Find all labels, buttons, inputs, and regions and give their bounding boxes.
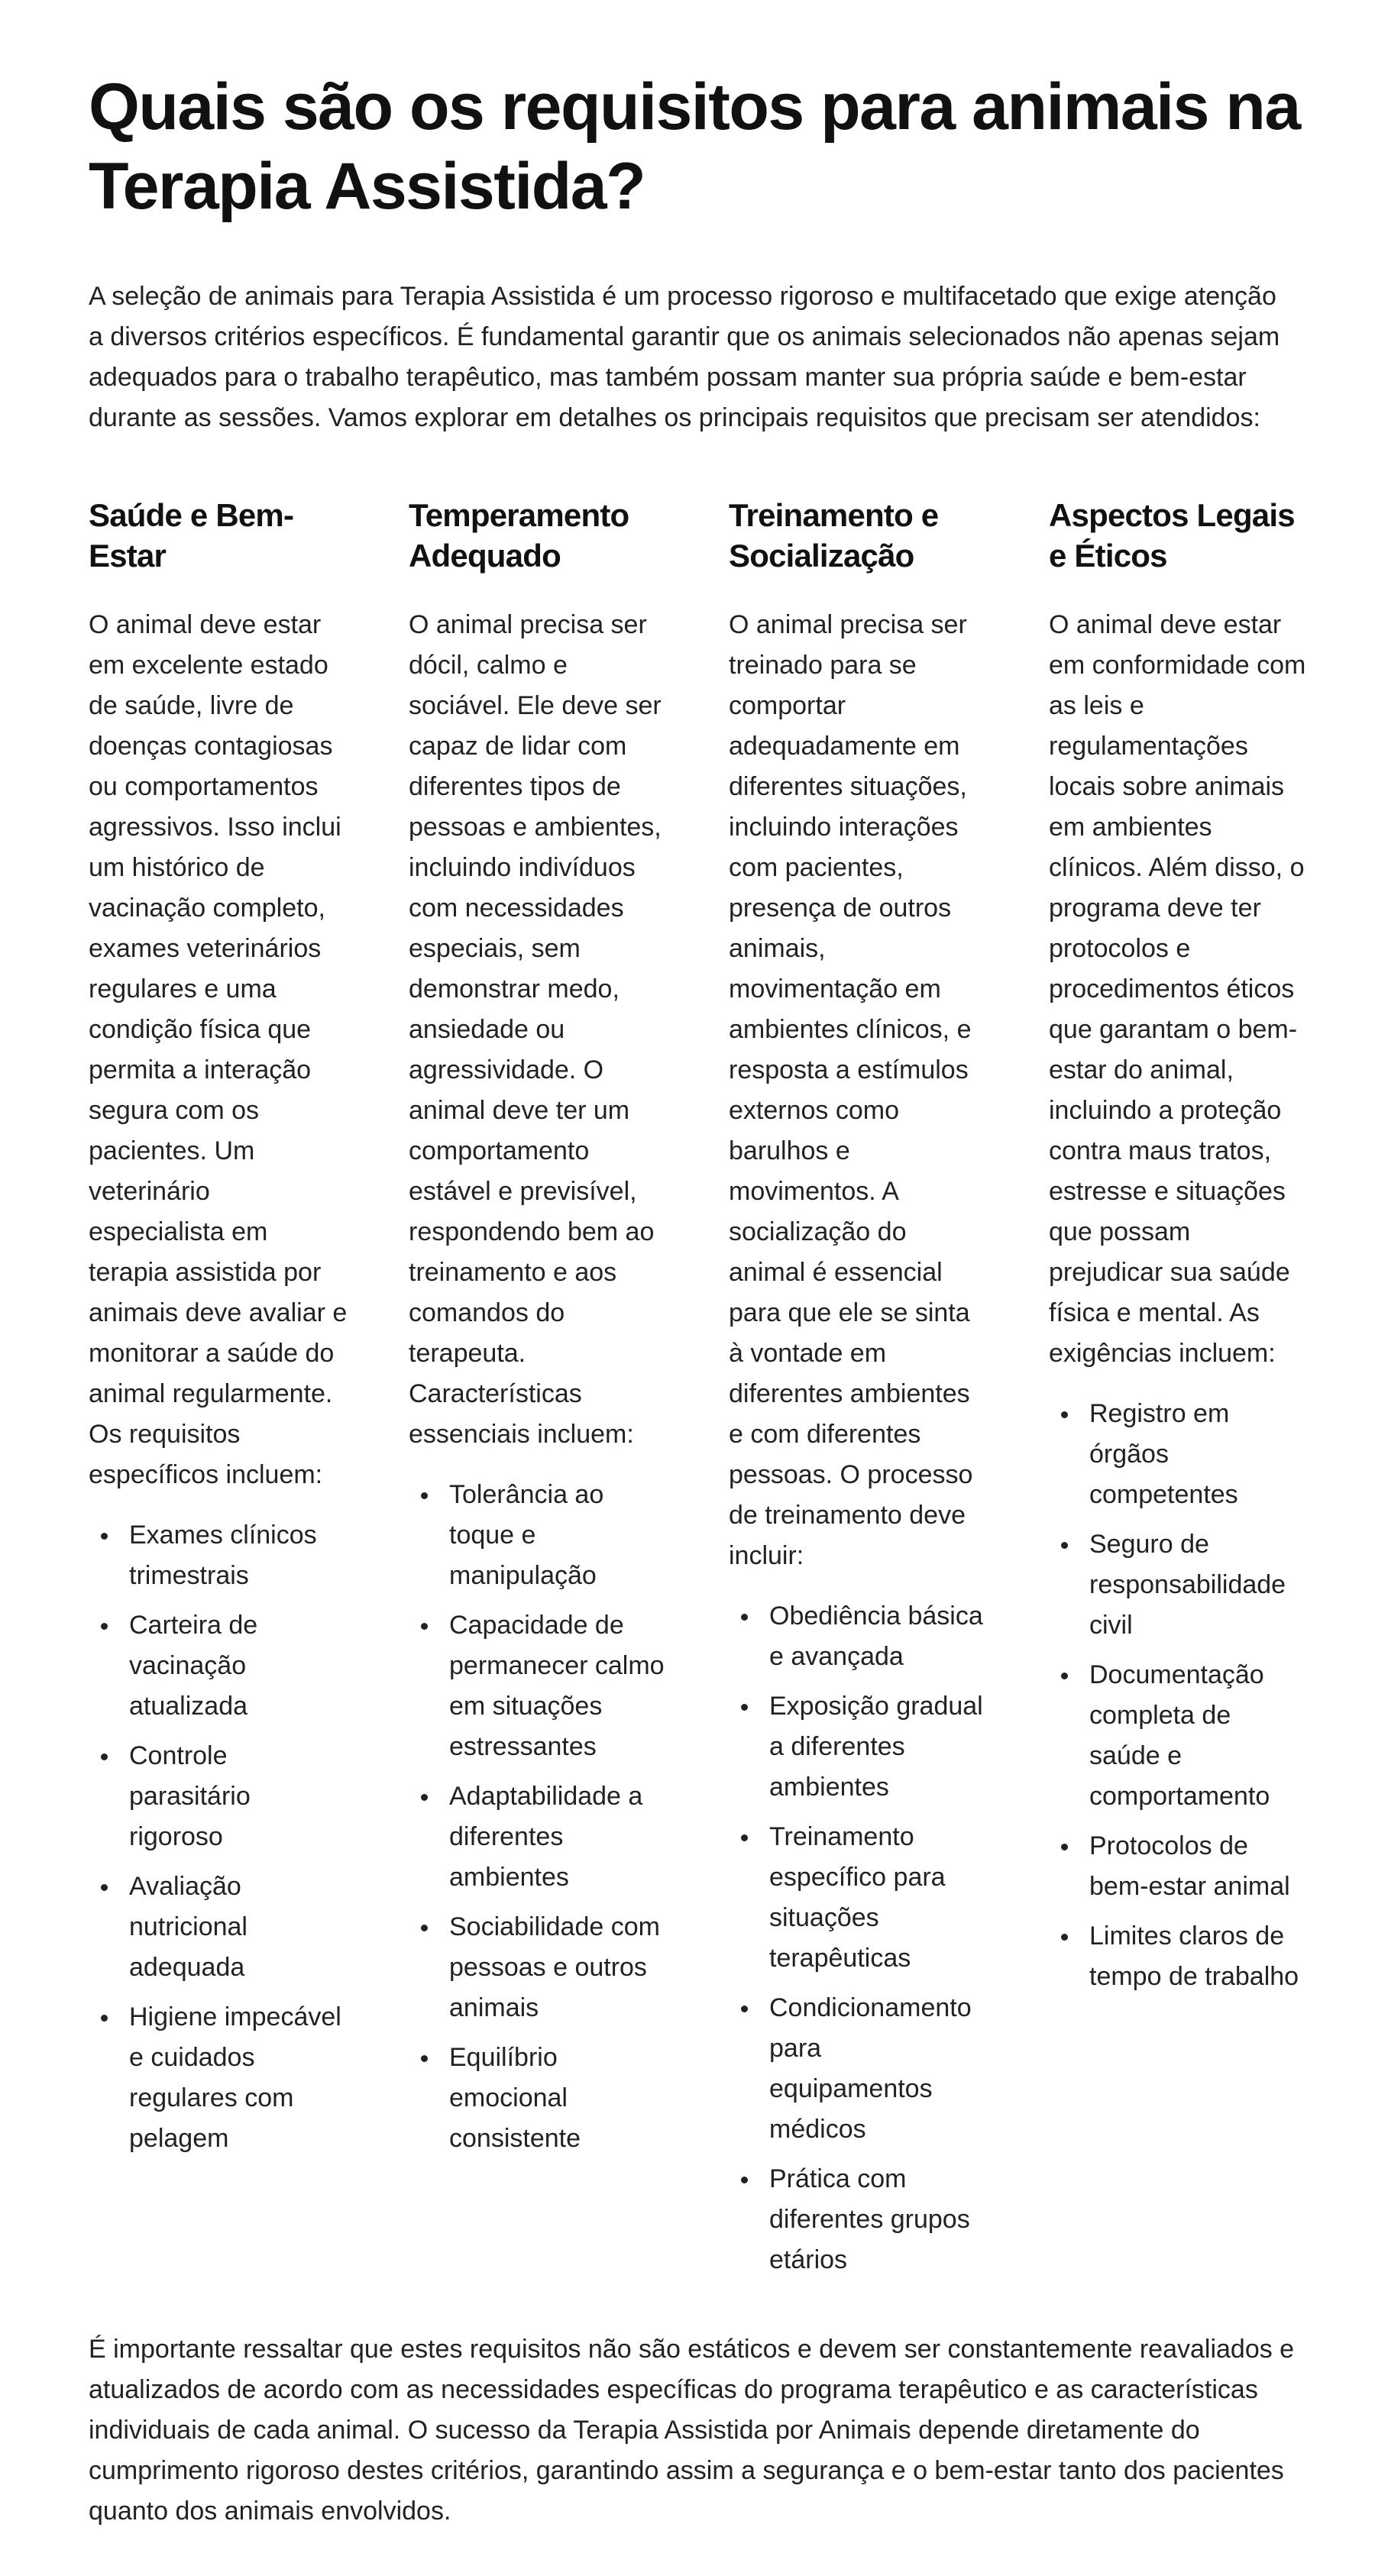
list-item: Seguro de responsabilidade civil xyxy=(1089,1524,1308,1646)
intro-paragraph: A seleção de animais para Terapia Assistida é um processo rigoroso e multifacetado que exige atenção a diversos critérios específicos. É fundamental garantir que os animais selecionados não apenas sejam adequados para o trabalho terapêutico, mas também possam manter sua própria saúde e bem-estar durante as sessões. Vamos explorar em detalhes os principais requisitos que precisam ser atendidos: xyxy=(89,282,1280,432)
column-temperament xyxy=(409,495,668,2290)
list-item: Avaliação nutricional adequada xyxy=(129,1867,348,1988)
list-item: Tolerância ao toque e manipulação xyxy=(449,1475,668,1596)
list-item: Carteira de vacinação atualizada xyxy=(129,1605,348,1727)
column-legal xyxy=(1049,495,1308,2290)
requirements-list xyxy=(1049,1394,1308,1997)
list-item: Condicionamento para equipamentos médicos xyxy=(769,1988,988,2150)
closing-paragraph: É importante ressaltar que estes requisitos não são estáticos e devem ser constantemente reavaliados e atualizados de acordo com as necessidades específicas do programa terapêutico e as características individuais de cada animal. O sucesso da Terapia Assistida por Animais depende diretamente do cumprimento rigoroso destes critérios, garantindo assim a segurança e o bem-estar tanto dos pacientes quanto dos animais envolvidos. xyxy=(89,2335,1295,2526)
list-item: Exames clínicos trimestrais xyxy=(129,1515,348,1596)
column-body: O animal precisa ser treinado para se comportar adequadamente em diferentes situações, incluindo interações com pacientes, presença de outros animais, movimentação em ambientes clínicos, e resposta a estímulos externos como barulhos e movimentos. A socialização do animal é essencial para que ele se sinta à vontade em diferentes ambientes e com diferentes pessoas. O processo de treinamento deve incluir: xyxy=(729,610,973,1570)
list-item: Prática com diferentes grupos etários xyxy=(769,2159,988,2280)
list-item: Registro em órgãos competentes xyxy=(1089,1394,1308,1515)
page-title: Quais são os requisitos para animais na Terapia Assistida? xyxy=(89,70,1300,223)
list-item: Treinamento específico para situações terapêuticas xyxy=(769,1817,988,1979)
column-body: O animal deve estar em conformidade com as leis e regulamentações locais sobre animais em ambientes clínicos. Além disso, o programa deve ter protocolos e procedimentos éticos que garantam o bem-estar do animal, incluindo a proteção contra maus tratos, estresse e situações que possam prejudicar sua saúde física e mental. As exigências incluem: xyxy=(1049,610,1306,1368)
column-heading: Temperamento Adequado xyxy=(409,497,629,574)
column-heading: Saúde e Bem-Estar xyxy=(89,497,294,574)
list-item: Higiene impecável e cuidados regulares com pelagem xyxy=(129,1997,348,2159)
requirements-list xyxy=(729,1596,988,2280)
list-item: Equilíbrio emocional consistente xyxy=(449,2038,668,2159)
column-health xyxy=(89,495,348,2290)
list-item: Documentação completa de saúde e comportamento xyxy=(1089,1655,1308,1817)
column-body: O animal deve estar em excelente estado de saúde, livre de doenças contagiosas ou comportamentos agressivos. Isso inclui um histórico de vacinação completo, exames veterinários regulares e uma condição física que permita a interação segura com os pacientes. Um veterinário especialista em terapia assistida por animais deve avaliar e monitorar a saúde do animal regularmente. Os requisitos específicos incluem: xyxy=(89,610,348,1489)
list-item: Controle parasitário rigoroso xyxy=(129,1736,348,1857)
column-training xyxy=(729,495,988,2290)
list-item: Protocolos de bem-estar animal xyxy=(1089,1826,1308,1907)
requirements-columns xyxy=(89,495,1306,2290)
requirements-list xyxy=(409,1475,668,2159)
requirements-list xyxy=(89,1515,348,2159)
column-body: O animal precisa ser dócil, calmo e sociável. Ele deve ser capaz de lidar com diferentes tipos de pessoas e ambientes, incluindo indivíduos com necessidades especiais, sem demonstrar medo, ansiedade ou agressividade. O animal deve ter um comportamento estável e previsível, respondendo bem ao treinamento e aos comandos do terapeuta. Características essenciais incluem: xyxy=(409,610,662,1449)
column-heading: Treinamento e Socialização xyxy=(729,497,939,574)
list-item: Limites claros de tempo de trabalho xyxy=(1089,1916,1308,1997)
list-item: Capacidade de permanecer calmo em situações estressantes xyxy=(449,1605,668,1767)
list-item: Adaptabilidade a diferentes ambientes xyxy=(449,1776,668,1898)
list-item: Sociabilidade com pessoas e outros animais xyxy=(449,1907,668,2028)
column-heading: Aspectos Legais e Éticos xyxy=(1049,497,1295,574)
list-item: Exposição gradual a diferentes ambientes xyxy=(769,1686,988,1808)
list-item: Obediência básica e avançada xyxy=(769,1596,988,1677)
